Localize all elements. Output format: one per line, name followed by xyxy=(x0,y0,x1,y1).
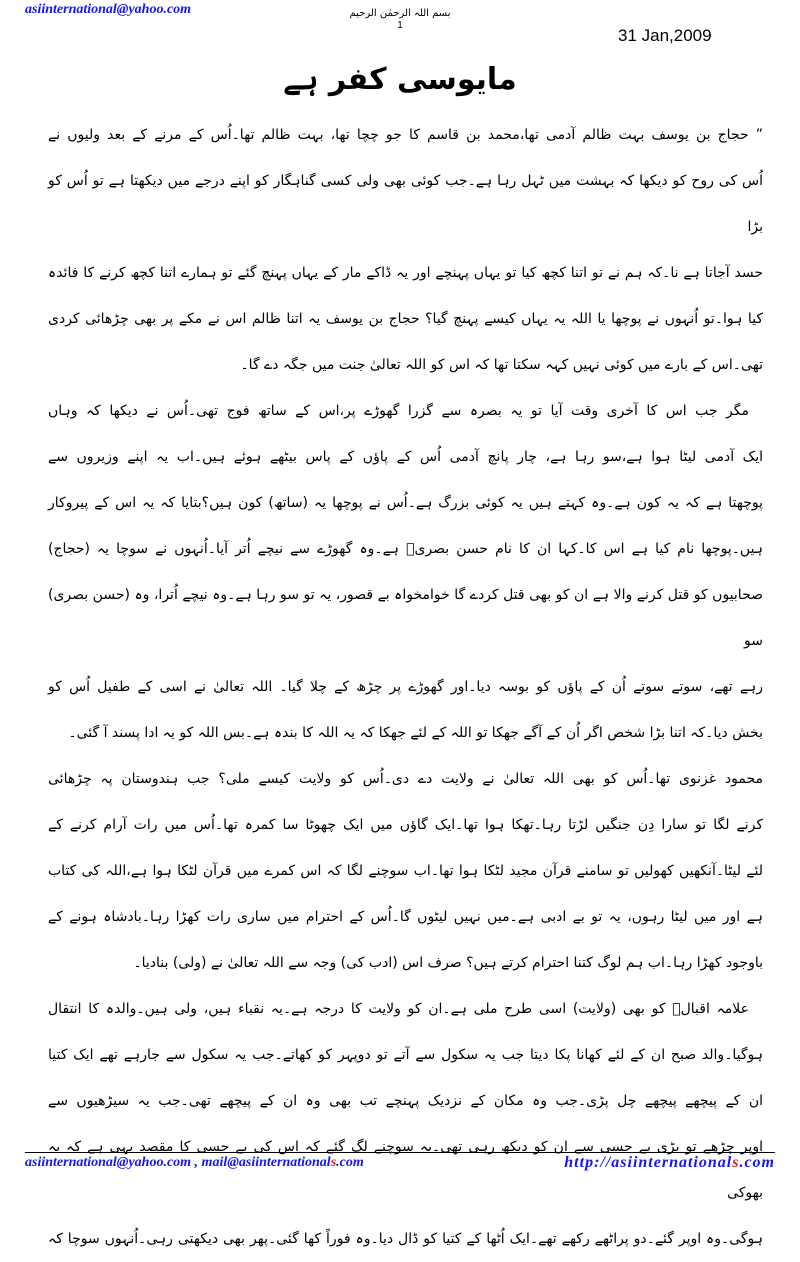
text-line: ہیں۔پوچھا نام کیا ہے اس کا۔کہا ان کا نام حسن بصریؒ ہے۔وہ گھوڑے سے نیچے اُتر آیا۔اُنہوں نے سوچا یہ (حجاج) xyxy=(48,541,763,557)
text-line: بخش دیا۔کہ اتنا بڑا شخص اگر اُن کے آگے جھکا تو اللہ کے لئے جھکا کہ یہ اللہ کا بندہ ہے۔بس اللہ کو یہ ادا پسند آ گئی۔ xyxy=(68,725,763,741)
text-line: ہوگی۔وہ اوپر گئے۔دو پراٹھے رکھے تھے۔ایک اُٹھا کے کتیا کو ڈال دیا۔وہ فوراً کھا گئی۔پھر بھی دیکھتی رہی۔اُنہوں سوچا کہ xyxy=(48,1231,763,1247)
page-title: مایوسی کفر ہے xyxy=(283,62,517,97)
text-line: پوچھتا ہے کہ یہ کون ہے۔وہ کہتے ہیں یہ کوئی بزرگ ہے۔اُس نے پوچھا یہ (ساتھ) کون ہیں؟بتایا کہ یہ اس کے پیروکار xyxy=(48,495,763,511)
text-line: محمود غزنوی تھا۔اُس کو بھی اللہ تعالیٰ نے ولایت دے دی۔اُس کو ولایت کیسے ملی؟ جب ہندوستان پہ چڑھائی xyxy=(48,771,763,787)
text-line: حسد آجاتا ہے نا۔کہ ہم نے تو اتنا کچھ کیا تو یہاں پہنچے اور یہ ڈاکے مار کے یہاں پہنچ گئے تو ہمارے اتنا کچھ کرنے کا فائدہ xyxy=(48,265,763,281)
text-line: لئے لیٹا۔آنکھیں کھولیں تو سامنے قرآن مجید لٹکا ہوا تھا۔اب سوچنے لگا کہ اس کمرے میں قرآن لٹکا ہوا ہے،اللہ کی کتاب xyxy=(48,863,763,879)
text-line: کرنے لگا تو سارا دِن جنگیں لڑتا رہا۔تھکا ہوا تھا۔ایک گاؤں میں ایک چھوٹا سا کمرہ تھا۔اُس میں رات آرام کرنے کے xyxy=(48,817,763,833)
document-date: 31 Jan,2009 xyxy=(618,26,712,45)
text-line: اُس کی روح کو دیکھا کہ بہشت میں ٹہل رہا ہے۔جب کوئی بھی ولی کسی گناہگار کو اپنے درجے میں دیکھتا ہے تو اُس کو بڑا xyxy=(48,173,763,235)
footer-emails-text: asiinternational@yahoo.com , mail@asiinternational xyxy=(25,1155,331,1170)
article-body xyxy=(48,112,763,1262)
footer-emails-red-letter: s xyxy=(330,1155,337,1170)
text-line: باوجود کھڑا رہا۔اب ہم لوگ کتنا احترام کرتے ہیں؟ صرف اس (ادب کی) وجہ سے اللہ تعالیٰ نے (ولی) بنادیا۔ xyxy=(133,955,763,971)
footer-emails[interactable] xyxy=(25,1155,364,1171)
text-line: ہے اور میں لیٹا رہوں، یہ تو بے ادبی ہے۔میں نہیں لیٹوں گا۔اُس کے احترام میں ساری رات کھڑا رہا۔بادشاہ ہونے کے xyxy=(48,909,763,925)
header-email[interactable]: asiinternational@yahoo.com xyxy=(25,2,192,17)
text-line: ایک آدمی لیٹا ہوا ہے،سو رہا ہے، چار پانچ آدمی اُس کے پاؤں کے پاس بیٹھے ہوئے ہیں۔اب یہ اپنے وزیروں سے xyxy=(48,449,763,465)
bismillah: بسم اللہ الرحمٰن الرحیم xyxy=(349,8,451,19)
page-number: 1 xyxy=(397,20,403,31)
footer-website-link[interactable] xyxy=(564,1154,775,1172)
footer-url-red-letter: s xyxy=(732,1154,740,1171)
footer-emails-suffix: .com xyxy=(336,1155,364,1170)
footer-url-suffix: .com xyxy=(739,1154,775,1171)
footer-divider xyxy=(25,1152,775,1153)
text-line: تھی۔اس کے بارے میں کوئی نہیں کہہ سکتا تھا کہ اس کو اللہ تعالیٰ جنت میں جگہ دے گا۔ xyxy=(240,357,763,373)
text-line: ” حجاج بن یوسف بہت ظالم آدمی تھا،محمد بن قاسم کا جو چچا تھا، بہت ظالم تھا۔اُس کے مرنے کے بعد ولیوں نے xyxy=(48,127,763,143)
text-line: مگر جب اس کا آخری وقت آیا تو یہ بصرہ سے گزرا گھوڑے پر،اس کے ساتھ فوج تھی۔اُس نے دیکھا کہ وہاں xyxy=(48,403,749,419)
footer-url-text: http://asiinternational xyxy=(564,1154,733,1171)
text-line: رہے تھے، سوتے سوتے اُن کے پاؤں کو بوسہ دیا۔اور گھوڑے پر چڑھ کے چلا گیا۔ اللہ تعالیٰ نے اسی کے طفیل اُس کو xyxy=(48,679,763,695)
text-line: کیا ہوا۔تو اُنہوں نے پوچھا یا اللہ یہ یہاں کیسے پہنچ گیا؟ حجاج بن یوسف یہ اتنا ظالم اس نے مکے پر بھی چڑھائی کردی xyxy=(48,311,763,327)
text-line: علامہ اقبالؒ کو بھی (ولایت) اسی طرح ملی ہے۔ان کو ولایت کا درجہ ہے۔یہ نقباء ہیں، ولی ہیں۔والدہ کا انتقال xyxy=(48,1001,749,1017)
text-line: ہوگیا۔والد صبح ان کے لئے کھانا پکا دیتا جب یہ سکول سے آتے تو دوپہر کو کھاتے۔جب یہ سکول سے جارہے تھے ایک کتیا xyxy=(48,1047,763,1063)
text-line: صحابیوں کو قتل کرنے والا ہے ان کو بھی قتل کردے گا خوامخواہ بے قصور، یہ تو سو رہا ہے۔وہ نیچے اُترا، وہ (حسن بصری) سو xyxy=(48,587,763,649)
text-line: ان کے پیچھے پیچھے چل پڑی۔جب وہ مکان کے نزدیک پہنچے تب بھی وہ ان کے پیچھے تھی۔جب یہ سیڑھیوں سے xyxy=(48,1093,763,1109)
text-line: اوپر چڑھے تو بڑی بے حسی سے ان کو دیکھ رہی تھی۔یہ سوچنے لگ گئے کہ اس کی بے حسی کا مقصد یہی ہے کہ یہ بھوکی xyxy=(48,1139,763,1201)
